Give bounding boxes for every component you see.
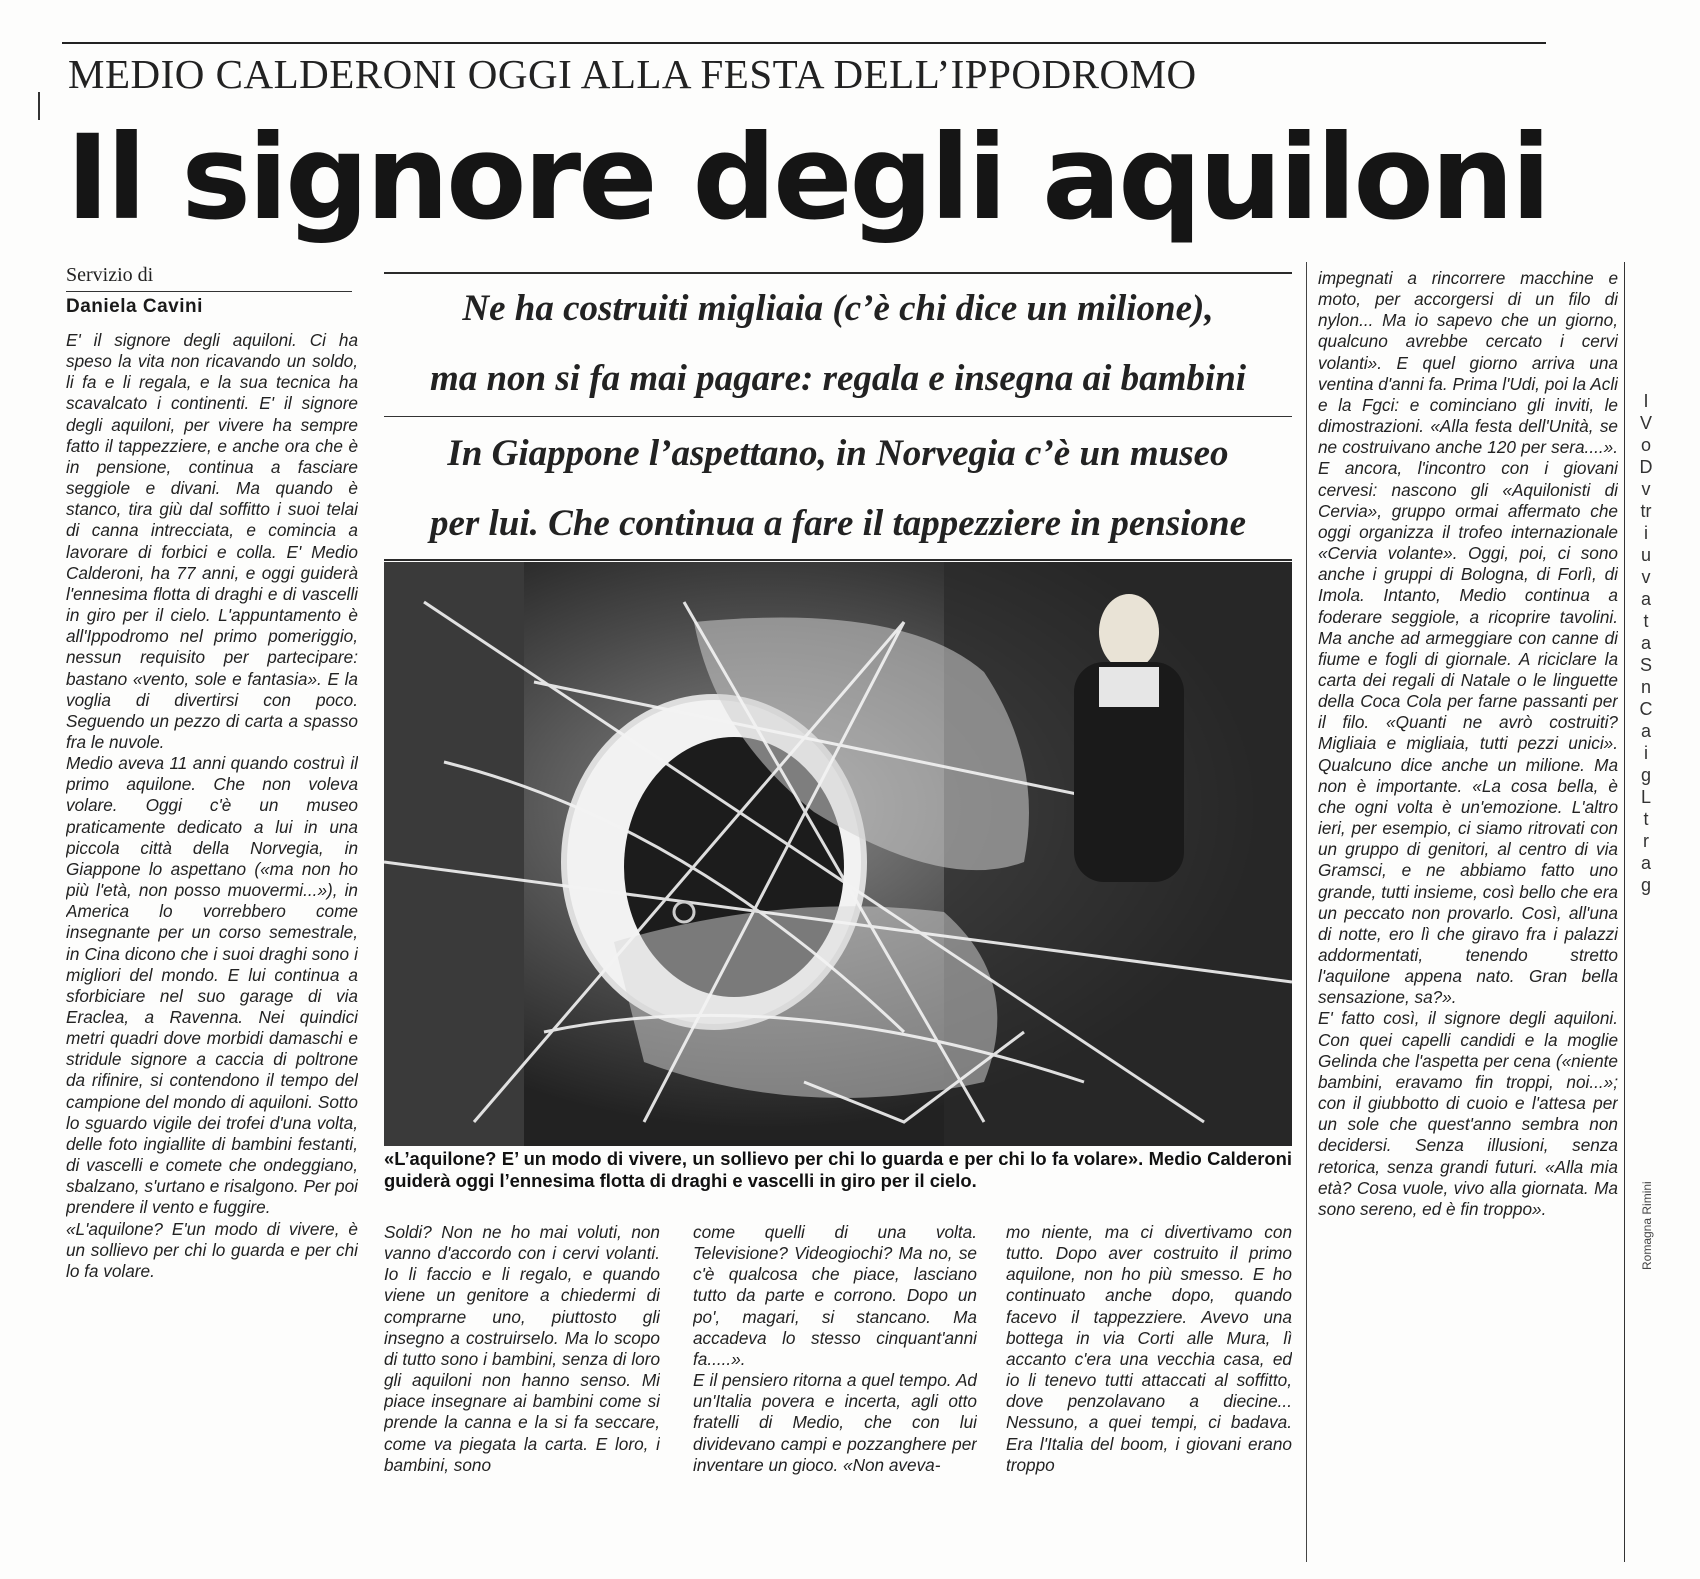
article-column-3: come quelli di una volta. Televisione? Videogiochi? Ma no, se c'è qualcosa che piace, lasciano tutto da parte e corrono. Dopo un po', magari, si stancano. Ma accadeva lo stesso cinquant'anni fa.....». E il pensiero ritorna a quel tempo. Ad un'Italia povera e incerta, agli otto fratelli di Medio, che con lui dividevano campi e pozzanghere per inventare un gioco. «Non aveva- — [693, 1222, 977, 1475]
column-divider-edge — [1624, 262, 1625, 1562]
kite-photo — [384, 562, 1292, 1146]
deck-line: In Giappone l’aspettano, in Norvegia c’è un museo — [447, 433, 1229, 474]
photo-caption: «L’aquilone? E’ un modo di vivere, un sollievo per chi lo guarda e per chi lo fa volare». Medio Calderoni guiderà oggi l’ennesima flotta di draghi e vascelli in giro per il cielo. — [384, 1148, 1292, 1191]
article-column-5: impegnati a rincorrere macchine e moto, per accorgersi di un filo di nylon... Ma io sapevo che un giorno, qualcuno avrebbe cercato i cervi volanti». E quel giorno arriva una ventina d'anni fa. Prima l'Udi, poi la Acli e la Fgci: e cominciano gli inviti, le dimostrazioni. «Alla festa dell'Unità, se ne costruivano anche 120 per sera....». E ancora, l'incontro con i giovani cervesi: nascono gli «Aquilonisti di Cervia», gruppo ormai affermato che oggi organizza il trofeo internazionale «Cervia volante». Oggi, poi, ci sono anche i gruppi di Bologna, di Forlì, di Imola. Intanto, Medio continua a foderare seggiole, a ricoprire tavolini. Ma anche ad armeggiare con canne di fiume e fogli di giornale. A riciclare la carta dei regali di Natale o le linguette della Coca Cola per farne passanti per il filo. «Quanti ne avrò costruiti? Migliaia e migliaia, tutti pezzi unici». Qualcuno dice anche un milione. Ma non è importante. «La cosa bella, è che ogni volta è un'emozione. L'altro ieri, per esempio, ci siamo ritrovati con un gruppo di genitori, al centro di via Gramsci, e ne abbiamo fatto uno grande, tutti insieme, così bello che era un peccato non provarlo. Così, all'una di notte, ero lì che giravo fra i palazzi addormentati, tenendo stretto l'aquilone appena nato. Gran bella sensazione, sa?». E' fatto così, il signore degli aquiloni. Con quei capelli candidi e la moglie Gelinda che l'aspetta per cena («niente bambini, eravamo fin troppi, noi...»; con il giubbotto di cuoio e l'attesa per un sole che quest'anno sembra non decidersi. Senza illusioni, senza retorica, senza grandi futuri. «Alla mia età? Cosa vuole, vivo alla giornata. Ma sono sereno, ed è fin troppo». — [1318, 268, 1618, 1219]
article-column-4: mo niente, ma ci divertivamo con tutto. Dopo aver costruito il primo aquilone, non ho più smesso. E ho continuato anche dopo, quando facevo il tappezziere. Avevo una bottega in via Corti alle Mura, lì accanto c'era una vecchia casa, ed io li tenevo tutti attaccati al soffitto, dove penzolavano a diecine... Nessuno, a quei tempi, ci badava. Era l'Italia del boom, i giovani erano troppo — [1006, 1222, 1292, 1475]
column-divider — [1306, 262, 1307, 1562]
article-column-2: Soldi? Non ne ho mai voluti, non vanno d'accordo con i cervi volanti. Io li faccio e li regalo, e quando viene un genitore a chiedermi di comprarne uno, piuttosto gli insegno a costruirselo. Ma lo scopo di tutto sono i bambini, senza di loro gli aquiloni non hanno senso. Mi piace insegnare ai bambini come si prende la canna e la si fa seccare, come va piegata la carta. E loro, i bambini, sono — [384, 1222, 660, 1475]
kicker: MEDIO CALDERONI OGGI ALLA FESTA DELL’IPPODROMO — [68, 51, 1197, 97]
deck-line: per lui. Che continua a fare il tappezziere in pensione — [429, 503, 1247, 544]
byline-author: Daniela Cavini — [66, 296, 203, 317]
top-rule — [62, 42, 1546, 44]
deck-bottom-rule — [384, 559, 1292, 561]
deck — [384, 272, 1292, 561]
article-column-1: E' il signore degli aquiloni. Ci ha speso la vita non ricavando un soldo, li fa e li regala, e la sua tecnica ha scavalcato i continenti. E' il signore degli aquiloni, per vivere ha sempre fatto il tappezziere, e anche ora che è in pensione, continua a fasciare seggiole e divani. Ma quando è stanco, tira giù dal soffitto i suoi telai di canna intrecciata, e comincia a lavorare di forbici e colla. E' Medio Calderoni, ha 77 anni, e oggi guiderà l'ennesima flotta di draghi e di vascelli in giro per il cielo. L'appuntamento è all'Ippodromo nel primo pomeriggio, nessun requisito per partecipare: bastano «vento, sole e fantasia». E la voglia di divertirsi con poco. Seguendo un pezzo di carta a spasso fra le nuvole. Medio aveva 11 anni quando costruì il primo aquilone. Che non voleva volare. Oggi c'è un museo praticamente dedicato a lui in una piccola città della Norvegia, in Giappone lo aspettano («ma non ho più l'età, non posso muovermi...»), in America lo vorrebbero come insegnante per un corso semestrale, in Cina dicono che i suoi draghi sono i migliori del mondo. E lui continua a sforbiciare nel suo garage di via Eraclea, a Ravenna. Nei quindici metri quadri dove morbidi damaschi e stridule signore a caccia di poltrone da rifinire, si contendono il tempo del campione del mondo di aquiloni. Sotto lo sguardo vigile dei trofei d'una volta, delle foto ingiallite di bambini festanti, di vascelli e comete che ondeggiano, sbalzano, s'urtano e risalgono. Per poi prendere il vento e fuggire. «L'aquilone? E'un modo di vivere, è un sollievo per chi lo guarda e per chi lo fa volare. — [66, 330, 358, 1281]
headline: Il signore degli aquiloni — [66, 109, 1549, 246]
adjacent-column-fragment: I V o D v tr i u v a t a S n C a i g L t r a g — [1639, 391, 1653, 895]
deck-line: Ne ha costruiti migliaia (c’è chi dice un milione), — [462, 288, 1214, 329]
publication-imprint: Romagna Rimini — [1640, 1181, 1654, 1270]
kite-illustration — [384, 562, 1292, 1146]
byline-label: Servizio di — [66, 264, 154, 286]
byline-rule — [66, 291, 352, 292]
margin-mark — [38, 92, 40, 120]
deck-separator — [384, 416, 1292, 417]
deck-line: ma non si fa mai pagare: regala e insegna ai bambini — [429, 358, 1247, 399]
